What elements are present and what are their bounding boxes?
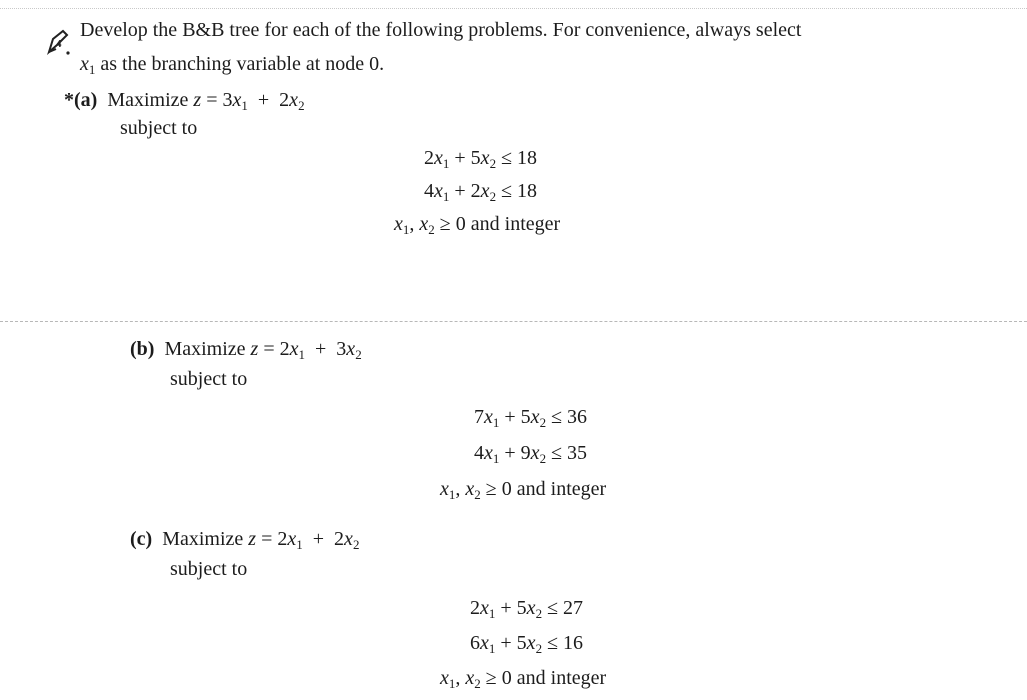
part-a-constraint-1: $2x_1 + 5x_2 \le 18$ xyxy=(424,147,538,171)
part-c-objective: (c) Maximize $z = 2x_1 + 2x_2$ xyxy=(130,528,360,552)
a2-a: 4 xyxy=(424,180,434,202)
b1-op: ≤ xyxy=(551,406,563,428)
part-b-constraint-1: $7x_1 + 5x_2 \le 36$ xyxy=(474,406,588,430)
part-b-nonneg-text: ≥ 0 and integer xyxy=(485,478,607,500)
part-c-label: (c) xyxy=(130,528,153,550)
c2-a: 6 xyxy=(470,632,480,654)
b2-op: ≤ xyxy=(551,442,563,464)
page-break-line xyxy=(0,321,1027,322)
top-scan-line xyxy=(0,8,1027,9)
part-b-z: z xyxy=(250,338,259,360)
problem-number: 4 xyxy=(56,38,62,50)
a2-b: 2 xyxy=(470,180,481,202)
part-b-c1: 2 xyxy=(279,338,290,360)
intro-var-sub: 1 xyxy=(88,62,96,77)
c2-rhs: 16 xyxy=(563,632,584,654)
part-a-subject-to: subject to xyxy=(120,117,198,139)
a1-b: 5 xyxy=(470,147,481,169)
part-a-maximize: Maximize xyxy=(107,89,189,111)
part-c-z: z xyxy=(248,528,257,550)
intro-line-1: Develop the B&B tree for each of the following problems. For convenience, always select xyxy=(80,19,802,41)
c1-a: 2 xyxy=(470,597,480,619)
intro-line-2 xyxy=(80,52,384,82)
c2-op: ≤ xyxy=(547,632,559,654)
b2-b: 9 xyxy=(520,442,531,464)
b1-a: 7 xyxy=(474,406,484,428)
c1-b: 5 xyxy=(516,597,527,619)
part-a-objective: *(a) Maximize $z = 3x_1 + 2x_2$ xyxy=(64,89,305,113)
part-a-c2: 2 xyxy=(279,89,290,111)
part-a-label: *(a) xyxy=(64,89,98,111)
part-c-nonneg-text: ≥ 0 and integer xyxy=(485,667,607,689)
part-a-constraint-2: $4x_1 + 2x_2 \le 18$ xyxy=(424,180,538,204)
part-b-c2: 3 xyxy=(336,338,347,360)
c1-rhs: 27 xyxy=(563,597,584,619)
a1-op: ≤ xyxy=(501,147,513,169)
part-a-nonneg: $x_1$, $x_2 \ge 0$ and integer xyxy=(394,213,561,237)
part-a-nonneg-text: ≥ 0 and integer xyxy=(439,213,561,235)
part-b-objective: (b) Maximize $z = 2x_1 + 3x_2$ xyxy=(130,338,362,362)
part-b-nonneg: $x_1$, $x_2 \ge 0$ and integer xyxy=(440,478,607,502)
b2-rhs: 35 xyxy=(567,442,588,464)
part-c-constraint-2: $6x_1 + 5x_2 \le 16$ xyxy=(470,632,584,656)
part-c-maximize: Maximize xyxy=(162,528,244,550)
part-c-constraint-1: $2x_1 + 5x_2 \le 27$ xyxy=(470,597,584,621)
b2-a: 4 xyxy=(474,442,484,464)
intro-var-x: x xyxy=(80,53,89,75)
part-b-maximize: Maximize xyxy=(164,338,246,360)
a2-rhs: 18 xyxy=(517,180,538,202)
a1-rhs: 18 xyxy=(517,147,538,169)
part-b-subject-to: subject to xyxy=(170,368,248,390)
part-a-z: z xyxy=(193,89,202,111)
part-a-c1: 3 xyxy=(222,89,233,111)
b1-b: 5 xyxy=(520,406,531,428)
part-c-c2: 2 xyxy=(334,528,345,550)
b1-rhs: 36 xyxy=(567,406,588,428)
c2-b: 5 xyxy=(516,632,527,654)
a2-op: ≤ xyxy=(501,180,513,202)
intro-rest: as the branching variable at node 0. xyxy=(95,53,385,75)
part-c-nonneg: $x_1$, $x_2 \ge 0$ and integer xyxy=(440,667,607,691)
part-b-constraint-2: $4x_1 + 9x_2 \le 35$ xyxy=(474,442,588,466)
c1-op: ≤ xyxy=(547,597,559,619)
part-c-subject-to: subject to xyxy=(170,558,248,580)
problem-pencil-icon xyxy=(46,27,70,55)
part-c-c1: 2 xyxy=(277,528,288,550)
a1-a: 2 xyxy=(424,147,434,169)
part-b-label: (b) xyxy=(130,338,155,360)
